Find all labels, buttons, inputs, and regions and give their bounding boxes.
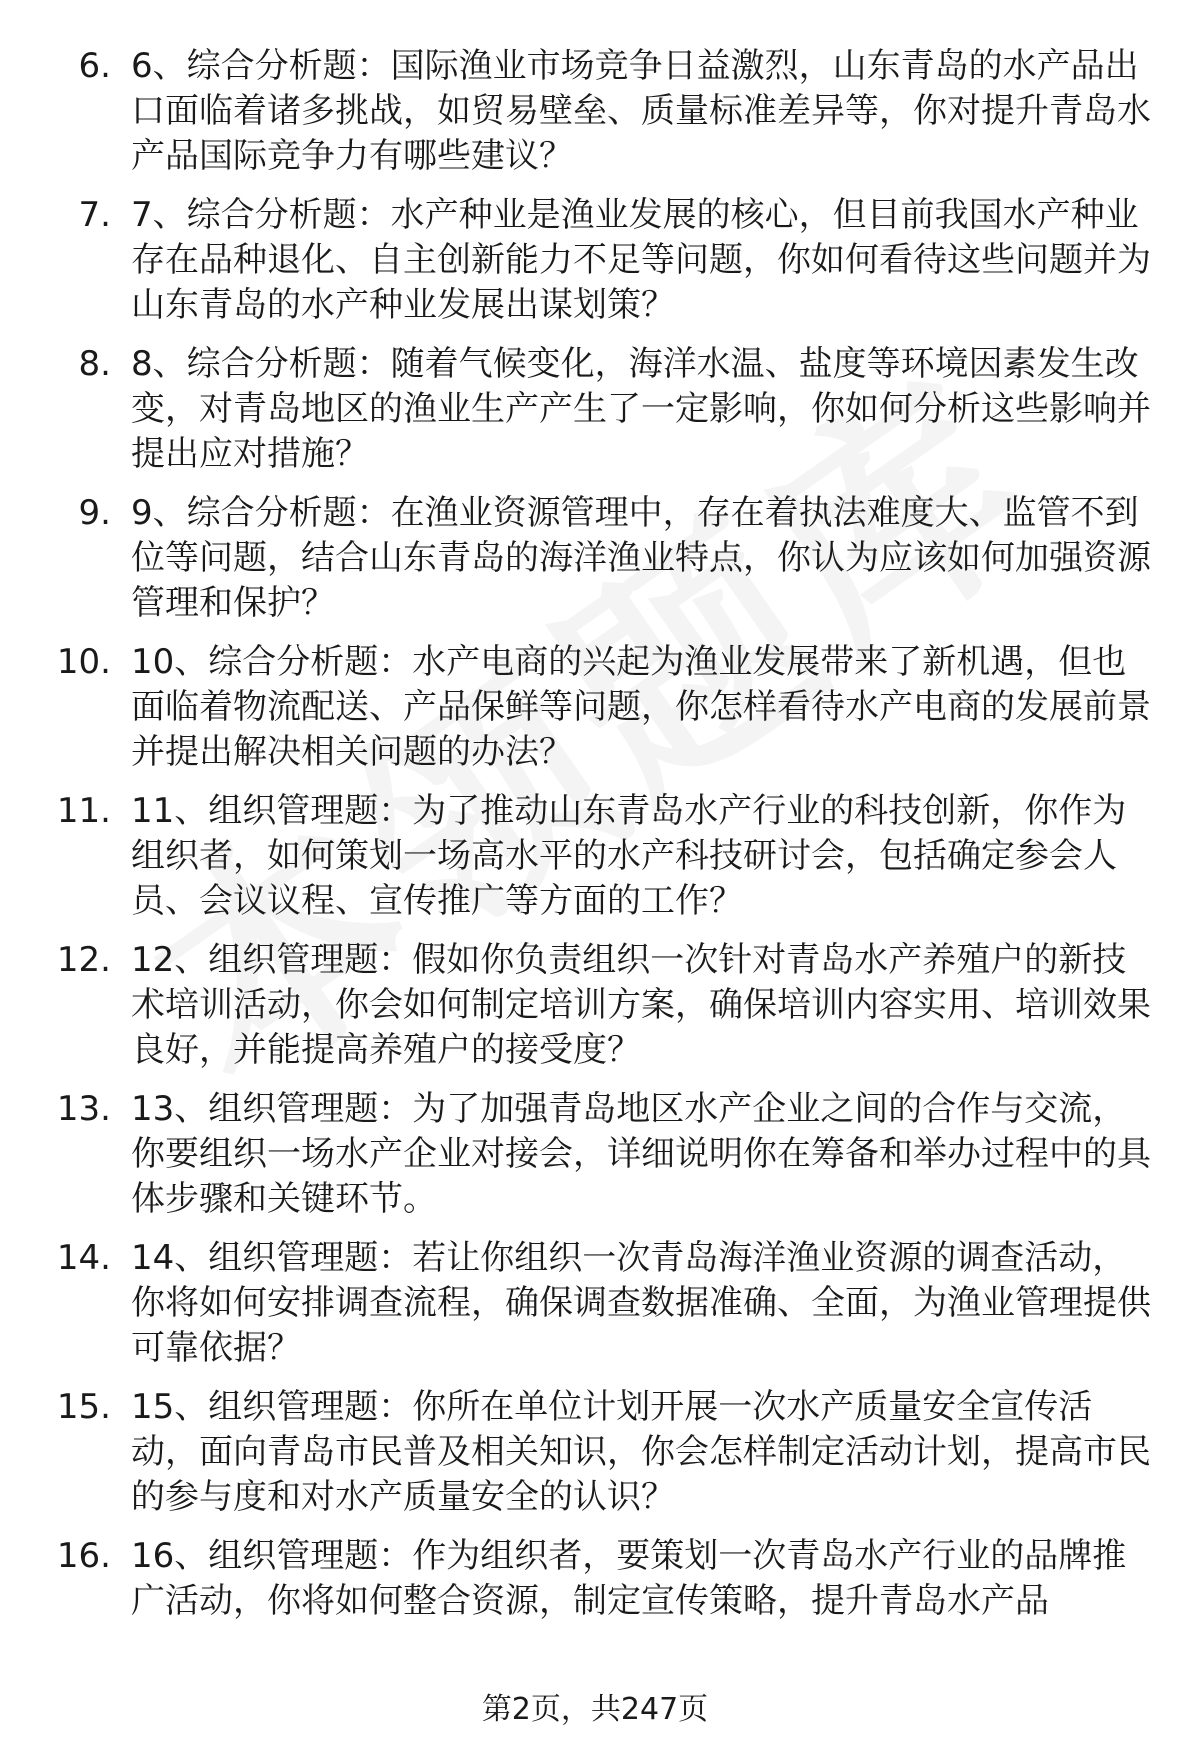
question-text: 15、组织管理题：你所在单位计划开展一次水产质量安全宣传活动，面向青岛市民普及相关知识，你会怎样制定活动计划，提高市民的参与度和对水产质量安全的认识？: [131, 1387, 1151, 1517]
question-number: 9.: [78, 493, 111, 533]
question-text: 10、综合分析题：水产电商的兴起为渔业发展带来了新机遇，但也面临着物流配送、产品保鲜等问题，你怎样看待水产电商的发展前景并提出解决相关问题的办法？: [131, 642, 1151, 772]
question-item: [0, 640, 1190, 775]
question-text: 7、综合分析题：水产种业是渔业发展的核心，但目前我国水产种业存在品种退化、自主创新能力不足等问题，你如何看待这些问题并为山东青岛的水产种业发展出谋划策？: [131, 195, 1151, 325]
question-number: 16.: [56, 1536, 111, 1576]
question-number: 12.: [56, 940, 111, 980]
question-number: 14.: [56, 1238, 111, 1278]
question-list: [0, 44, 1190, 1683]
question-item: [0, 1534, 1190, 1669]
question-text: 12、组织管理题：假如你负责组织一次针对青岛水产养殖户的新技术培训活动，你会如何制定培训方案，确保培训内容实用、培训效果良好，并能提高养殖户的接受度？: [131, 940, 1151, 1070]
page-footer: [0, 1690, 1190, 1730]
question-item: [0, 1087, 1190, 1222]
question-item: [0, 491, 1190, 626]
question-number: 15.: [56, 1387, 111, 1427]
question-item: [0, 789, 1190, 924]
question-number: 10.: [56, 642, 111, 682]
question-text: 9、综合分析题：在渔业资源管理中，存在着执法难度大、监管不到位等问题，结合山东青岛的海洋渔业特点，你认为应该如何加强资源管理和保护？: [131, 493, 1151, 623]
question-item: [0, 193, 1190, 328]
question-item: [0, 938, 1190, 1073]
question-number: 7.: [78, 195, 111, 235]
question-number: 6.: [78, 46, 111, 86]
question-text: 16、组织管理题：作为组织者，要策划一次青岛水产行业的品牌推广活动，你将如何整合资源，制定宣传策略，提升青岛水产品: [131, 1536, 1127, 1621]
question-number: 13.: [56, 1089, 111, 1129]
question-number: 8.: [78, 344, 111, 384]
question-item: [0, 44, 1190, 179]
question-text: 8、综合分析题：随着气候变化，海洋水温、盐度等环境因素发生改变，对青岛地区的渔业生产产生了一定影响，你如何分析这些影响并提出应对措施？: [131, 344, 1151, 474]
page-number-label: 第2页，共247页: [481, 1692, 709, 1727]
question-text: 11、组织管理题：为了推动山东青岛水产行业的科技创新，你作为组织者，如何策划一场高水平的水产科技研讨会，包括确定参会人员、会议议程、宣传推广等方面的工作？: [131, 791, 1127, 921]
question-item: [0, 1236, 1190, 1371]
question-item: [0, 342, 1190, 477]
question-number: 11.: [56, 791, 111, 831]
question-text: 13、组织管理题：为了加强青岛地区水产企业之间的合作与交流，你要组织一场水产企业对接会，详细说明你在筹备和举办过程中的具体步骤和关键环节。: [131, 1089, 1151, 1219]
question-text: 14、组织管理题：若让你组织一次青岛海洋渔业资源的调查活动，你将如何安排调查流程，确保调查数据准确、全面，为渔业管理提供可靠依据？: [131, 1238, 1151, 1368]
question-text: 6、综合分析题：国际渔业市场竞争日益激烈，山东青岛的水产品出口面临着诸多挑战，如贸易壁垒、质量标准差异等，你对提升青岛水产品国际竞争力有哪些建议？: [131, 46, 1151, 176]
question-item: [0, 1385, 1190, 1520]
